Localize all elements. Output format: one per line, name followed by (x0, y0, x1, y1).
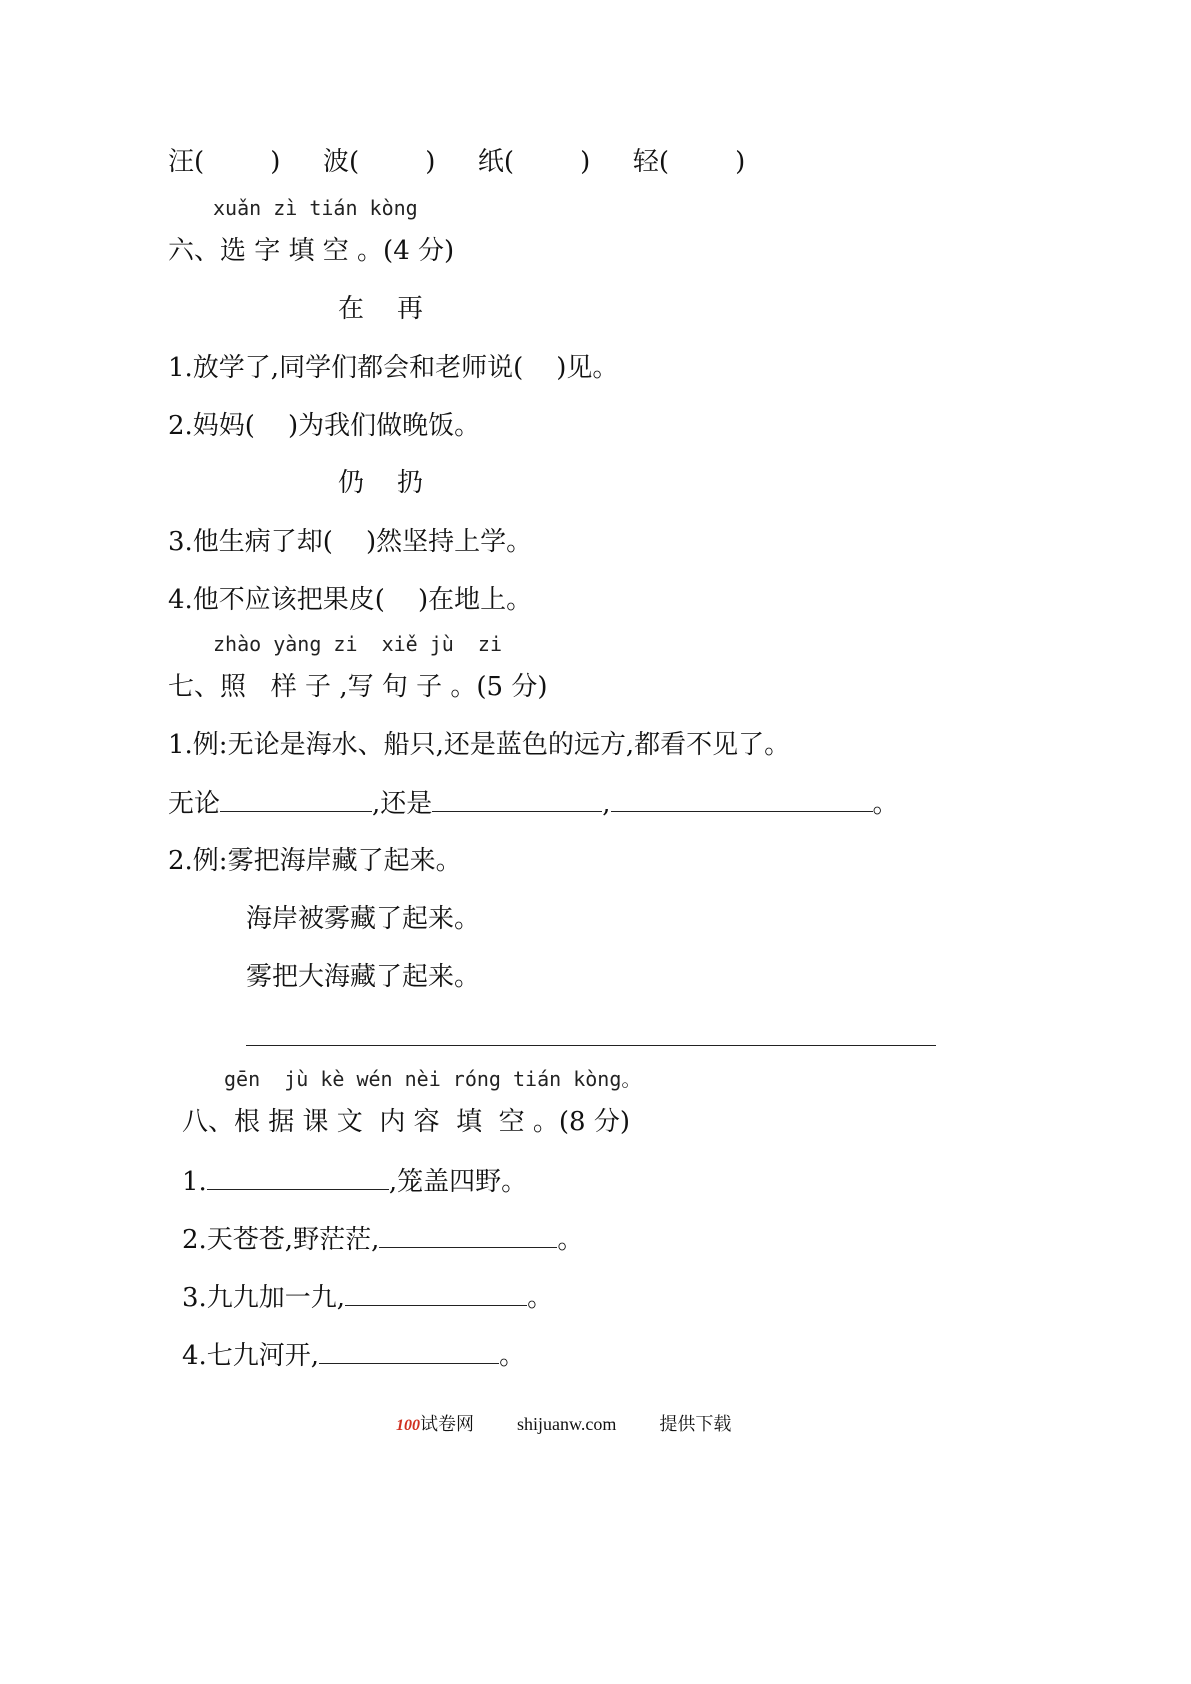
question-7-2: 2.例:雾把海岸藏了起来。 (168, 846, 462, 876)
site-logo: 100 (396, 1417, 420, 1434)
section-6-pinyin: xuǎn zì tián kòng (213, 196, 418, 220)
question-6-1: 1.放学了,同学们都会和老师说( )见。 (168, 353, 619, 383)
answer-blank[interactable] (345, 1281, 527, 1306)
question-6-3: 3.他生病了却( )然坚持上学。 (168, 527, 533, 557)
answer-blank[interactable] (611, 787, 873, 812)
section-6-title: 六、选 字 填 空 。(4 分) (168, 236, 455, 266)
example-line-2: 雾把大海藏了起来。 (246, 962, 481, 992)
example-line-1: 海岸被雾藏了起来。 (246, 904, 481, 934)
footer (396, 1410, 731, 1436)
question-8-3: 3.九九加一九, 。 (182, 1283, 554, 1313)
word-item: 纸( ) (477, 147, 591, 177)
question-8-2: 2.天苍苍,野茫茫, 。 (182, 1225, 584, 1255)
section-7-title: 七、照 样 子 ,写 句 子 。(5 分) (168, 672, 548, 702)
answer-blank[interactable] (319, 1339, 499, 1364)
site-name: 试卷网 (420, 1414, 474, 1434)
question-7-1: 1.例:无论是海水、船只,还是蓝色的远方,都看不见了。 (168, 730, 791, 760)
word-row (168, 146, 745, 178)
word-choice-1: 在 再 (338, 294, 424, 324)
question-8-4: 4.七九河开, 。 (182, 1341, 526, 1371)
answer-blank[interactable] (220, 787, 372, 812)
word-choice-2: 仍 扔 (338, 468, 424, 498)
answer-blank[interactable] (432, 787, 602, 812)
site-domain[interactable]: shijuanw.com (517, 1414, 617, 1434)
word-item: 汪( ) (168, 147, 281, 177)
fill-sentence-7-1: 无论 ,还是 , 。 (168, 789, 899, 819)
question-8-1: 1. ,笼盖四野。 (182, 1167, 528, 1197)
answer-line[interactable] (246, 1045, 936, 1046)
question-6-4: 4.他不应该把果皮( )在地上。 (168, 585, 533, 615)
section-7-pinyin: zhào yàng zi xiě jù zi (213, 632, 502, 656)
answer-blank[interactable] (207, 1165, 389, 1190)
section-8-title: 八、根 据 课 文 内 容 填 空 。(8 分) (182, 1107, 631, 1137)
word-item: 波( ) (322, 147, 436, 177)
download-note: 提供下载 (659, 1414, 732, 1434)
answer-blank[interactable] (379, 1223, 557, 1248)
section-8-pinyin: gēn jù kè wén nèi róng tián kòng。 (224, 1067, 642, 1091)
question-6-2: 2.妈妈( )为我们做晚饭。 (168, 411, 481, 441)
word-item: 轻( ) (632, 147, 746, 177)
